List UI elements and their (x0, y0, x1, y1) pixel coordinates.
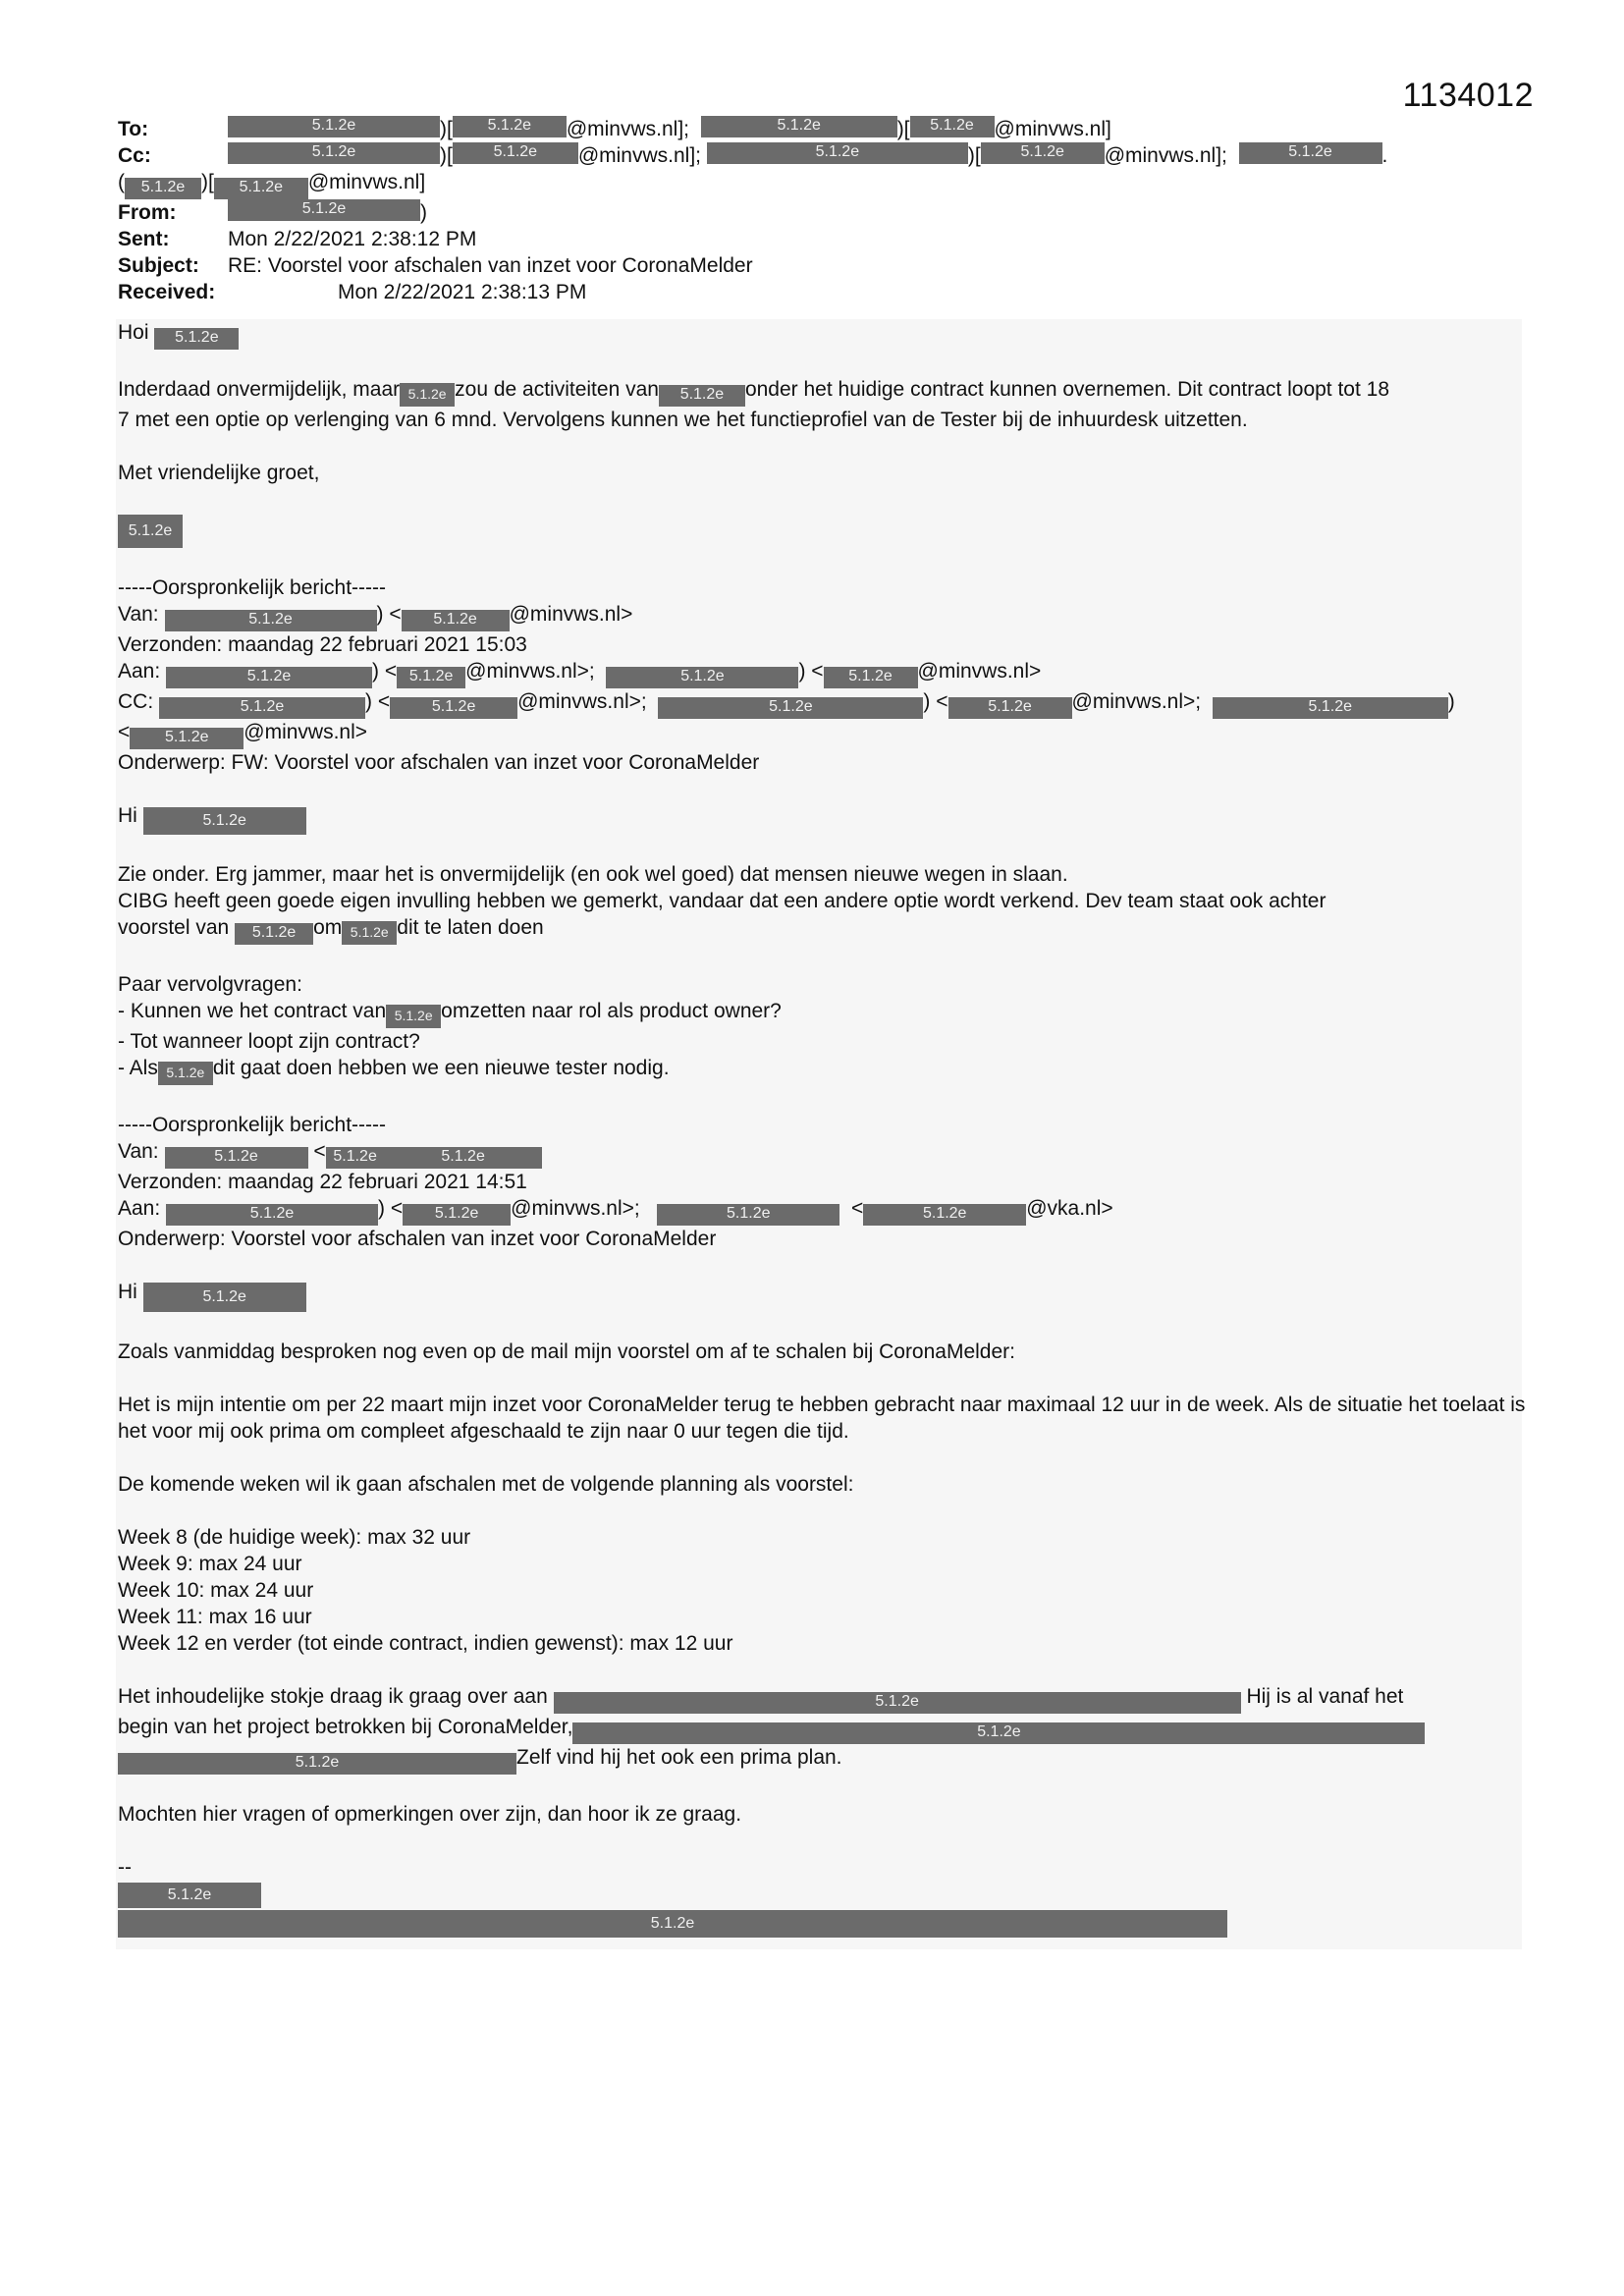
greeting-text: Hi (118, 1281, 137, 1303)
subject-label: Subject: (118, 254, 199, 277)
redaction: 5.1.2e (228, 142, 440, 164)
redaction: 5.1.2e (402, 610, 510, 631)
orig1-verzonden: Verzonden: maandag 22 februari 2021 15:03 (118, 633, 527, 656)
aan-label: Aan: (118, 660, 161, 683)
orig1-text: dit te laten doen (397, 916, 544, 939)
greeting-text: Hoi (118, 321, 149, 344)
redaction: 5.1.2e (228, 199, 420, 221)
week-item: Week 10: max 24 uur (118, 1579, 314, 1602)
redaction: 5.1.2e (228, 116, 440, 137)
orig2-text: Het inhoudelijke stokje draag ik graag over aan (118, 1685, 548, 1708)
orig1-separator: -----Oorspronkelijk bericht----- (118, 576, 387, 599)
aan-label: Aan: (118, 1197, 161, 1220)
redaction: 5.1.2e (143, 807, 306, 835)
orig2-aan: Aan: 5.1.2e ) < 5.1.2e @minvws.nl>; 5.1.2e < 5.1.2e @vka.nl> (118, 1195, 1522, 1226)
sent-label: Sent: (118, 228, 170, 250)
email-domain: @minvws.nl (994, 118, 1107, 140)
document-number: 1134012 (1402, 77, 1534, 114)
redaction: 5.1.2e (707, 142, 968, 164)
reply-text: Inderdaad onvermijdelijk, maar (118, 378, 401, 401)
redaction: 5.1.2e (1213, 697, 1448, 719)
orig1-text: voorstel van (118, 916, 230, 939)
email-domain: @minvws.nl (244, 721, 355, 743)
email-domain: @minvws.nl (1104, 144, 1217, 167)
redaction: 5.1.2e (948, 697, 1072, 719)
orig2-onderwerp: Onderwerp: Voorstel voor afschalen van inzet voor CoronaMelder (118, 1228, 717, 1250)
cc-label: CC: (118, 690, 154, 713)
header-from-row: From: 5.1.2e ) (118, 200, 427, 224)
question-text: - Kunnen we het contract van (118, 1000, 387, 1022)
header-subject-row (118, 252, 1522, 279)
orig2-paragraph-4-line-1 (118, 1683, 1522, 1714)
received-label: Received: (118, 281, 216, 303)
reply-greeting (118, 319, 1522, 350)
redaction: 5.1.2e (326, 1147, 385, 1169)
orig2-text: begin van het project betrokken bij CoronaMelder, (118, 1716, 573, 1738)
subject-value: RE: Voorstel voor afschalen van inzet voor CoronaMelder (228, 254, 753, 277)
from-label: From: (118, 201, 177, 224)
question-text: - Als (118, 1057, 158, 1079)
orig1-paragraph-1: Zie onder. Erg jammer, maar het is onvermijdelijk (en ook wel goed) dat mensen nieuwe wegen in slaan. (118, 863, 1068, 886)
email-domain: @minvws.nl (509, 603, 622, 626)
orig1-van: Van: 5.1.2e ) < 5.1.2e @minvws.nl> (118, 601, 1522, 631)
redaction: 5.1.2e (453, 142, 578, 164)
redaction: 5.1.2e (390, 697, 517, 719)
redaction: 5.1.2e (1239, 142, 1382, 164)
week-item: Week 8 (de huidige week): max 32 uur (118, 1526, 471, 1549)
orig2-greeting (118, 1279, 1522, 1312)
redaction: 5.1.2e (403, 1204, 511, 1226)
orig1-paragraph-2: CIBG heeft geen goede eigen invulling hebben we gemerkt, vandaar dat een andere optie wordt verkend. Dev team staat ook achter (118, 890, 1326, 912)
redaction: 5.1.2e (386, 1005, 441, 1028)
redaction: 5.1.2e (385, 1147, 542, 1169)
orig2-paragraph-3: De komende weken wil ik gaan afschalen met de volgende planning als voorstel: (118, 1473, 854, 1496)
redaction: 5.1.2e (863, 1204, 1026, 1226)
orig2-van: Van: 5.1.2e < 5.1.2e 5.1.2e (118, 1138, 1522, 1169)
header-to-row: To: 5.1.2e )[ 5.1.2e @minvws.nl ]; 5.1.2e )[ 5.1.2e @minvws.nl ] (118, 117, 1111, 140)
email-domain: @minvws.nl (1071, 690, 1184, 713)
redaction: 5.1.2e (165, 1147, 308, 1169)
orig1-paragraph-3 (118, 914, 1522, 945)
redaction: 5.1.2e (572, 1722, 1425, 1744)
orig1-cc: CC: 5.1.2e ) < 5.1.2e @minvws.nl>; 5.1.2e ) < 5.1.2e @minvws.nl>; 5.1.2e ) (118, 688, 1522, 719)
orig1-onderwerp: Onderwerp: FW: Voorstel voor afschalen van inzet voor CoronaMelder (118, 751, 760, 774)
reply-signature (118, 513, 1522, 548)
orig2-separator: -----Oorspronkelijk bericht----- (118, 1114, 387, 1136)
email-domain: @minvws.nl (517, 690, 629, 713)
redaction: 5.1.2e (910, 116, 995, 137)
redaction: 5.1.2e (154, 328, 239, 350)
redaction: 5.1.2e (235, 923, 313, 945)
email-domain: @minvws.nl (307, 171, 420, 193)
question-text: omzetten naar rol als product owner? (441, 1000, 782, 1022)
redaction: 5.1.2e (143, 1283, 306, 1312)
email-document (118, 116, 1526, 1940)
orig2-paragraph-2: Het is mijn intentie om per 22 maart mijn inzet voor CoronaMelder terug te hebben gebracht naar maximaal 12 uur in de week. Als de situatie het toelaat is het voor mij ook prima om compleet afgeschaald te zijn naar 0 uur tegen die tijd. (118, 1394, 1526, 1443)
redaction: 5.1.2e (659, 385, 745, 407)
redaction: 5.1.2e (118, 1883, 261, 1908)
redaction: 5.1.2e (166, 667, 372, 688)
redaction: 5.1.2e (606, 667, 798, 688)
redaction: 5.1.2e (159, 697, 365, 719)
redaction: 5.1.2e (453, 116, 567, 137)
header-sent-row (118, 226, 1522, 252)
orig2-paragraph-4-line-2 (118, 1714, 1522, 1744)
email-domain: @minvws.nl (511, 1197, 623, 1220)
week-item: Week 11: max 16 uur (118, 1606, 312, 1628)
redaction: 5.1.2e (657, 1204, 839, 1226)
redaction: 5.1.2e (658, 697, 923, 719)
orig2-verzonden: Verzonden: maandag 22 februari 2021 14:51 (118, 1171, 527, 1193)
week-item: Week 9: max 24 uur (118, 1553, 302, 1575)
redaction: 5.1.2e (701, 116, 897, 137)
signature-block (118, 1883, 1522, 1938)
reply-closing: Met vriendelijke groet, (118, 462, 320, 484)
orig2-paragraph-4-line-3 (118, 1744, 1522, 1775)
header-received-row (118, 279, 1522, 305)
orig2-text: Hij is al vanaf het (1246, 1685, 1404, 1708)
van-label: Van: (118, 1140, 159, 1163)
question-text: dit gaat doen hebben we een nieuwe tester nodig. (212, 1057, 670, 1079)
email-domain: @minvws.nl (465, 660, 577, 683)
redaction: 5.1.2e (118, 1753, 516, 1775)
redaction: 5.1.2e (397, 667, 465, 688)
orig1-aan: Aan: 5.1.2e ) < 5.1.2e @minvws.nl>; 5.1.2e ) < 5.1.2e @minvws.nl> (118, 658, 1522, 688)
redaction: 5.1.2e (130, 728, 244, 749)
reply-text: zou de activiteiten van (455, 378, 659, 401)
redaction: 5.1.2e (166, 1204, 378, 1226)
reply-text: onder het huidige contract kunnen overnemen. Dit contract loopt tot 18 (744, 378, 1390, 401)
reply-paragraph-line-2: 7 met een optie op verlenging van 6 mnd. Vervolgens kunnen we het functieprofiel van de Tester bij de inhuurdesk uitzetten. (118, 409, 1248, 431)
orig2-text: Zelf vind hij het ook een prima plan. (516, 1746, 842, 1769)
email-domain: @minvws.nl (577, 144, 690, 167)
redaction: 5.1.2e (342, 921, 397, 945)
email-domain-vka: @vka.nl> (1026, 1197, 1113, 1220)
van-label: Van: (118, 603, 159, 626)
reply-paragraph-line-1 (118, 376, 1522, 407)
redaction: 5.1.2e (118, 1910, 1227, 1938)
redaction: 5.1.2e (125, 178, 201, 199)
redaction: 5.1.2e (400, 383, 455, 407)
redaction: 5.1.2e (158, 1062, 213, 1085)
redaction: 5.1.2e (214, 178, 308, 199)
sent-value: Mon 2/22/2021 2:38:12 PM (228, 228, 477, 250)
week-item: Week 12 en verder (tot einde contract, indien gewenst): max 12 uur (118, 1632, 733, 1655)
redaction: 5.1.2e (165, 610, 377, 631)
header-cc-continued: ( 5.1.2e )[ 5.1.2e @minvws.nl] (118, 169, 1522, 199)
redaction: 5.1.2e (118, 515, 183, 548)
header-cc-row: Cc: 5.1.2e )[ 5.1.2e @minvws.nl ]; 5.1.2e )[ 5.1.2e @minvws.nl ]; 5.1.2e . (118, 143, 1388, 167)
to-label: To: (118, 118, 149, 140)
email-domain: @minvws.nl (566, 118, 678, 140)
orig1-cc-continued: < 5.1.2e @minvws.nl> (118, 719, 1522, 749)
cc-label: Cc: (118, 144, 151, 167)
orig1-text: om (313, 916, 343, 939)
orig2-paragraph-1: Zoals vanmiddag besproken nog even op de mail mijn voorstel om af te schalen bij CoronaMelder: (118, 1340, 1015, 1363)
received-value: Mon 2/22/2021 2:38:13 PM (338, 281, 587, 303)
orig1-questions-title: Paar vervolgvragen: (118, 973, 302, 996)
email-domain: @minvws.nl (917, 660, 1030, 683)
redaction: 5.1.2e (554, 1692, 1241, 1714)
orig1-question-3 (118, 1055, 1522, 1085)
orig1-greeting (118, 802, 1522, 835)
orig1-question-2: - Tot wanneer loopt zijn contract? (118, 1030, 420, 1053)
signature-dash: -- (118, 1856, 132, 1879)
greeting-text: Hi (118, 804, 137, 827)
orig2-paragraph-5: Mochten hier vragen of opmerkingen over zijn, dan hoor ik ze graag. (118, 1803, 742, 1826)
redaction: 5.1.2e (981, 142, 1105, 164)
redaction: 5.1.2e (824, 667, 918, 688)
orig1-question-1 (118, 998, 1522, 1028)
